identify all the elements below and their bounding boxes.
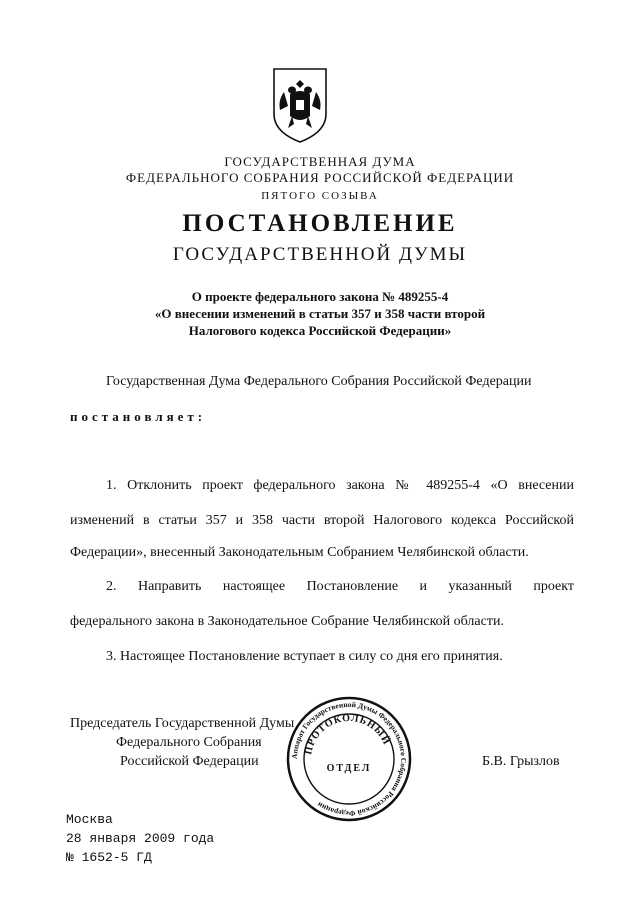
subject-line-3: Налогового кодекса Российской Федерации»: [188, 323, 452, 338]
item-2-line-1: 2. Направить настоящее Постановление и указанный проект: [106, 579, 574, 594]
item-1-line-1: 1. Отклонить проект федерального закона № 489255-4 «О внесении: [106, 478, 574, 493]
header-convocation: ПЯТОГО СОЗЫВА: [261, 190, 379, 202]
stamp-inner-text: ПРОТОКОЛЬНЫЙ: [303, 712, 393, 756]
footer-number: № 1652-5 ГД: [66, 850, 152, 865]
header-assembly: ФЕДЕРАЛЬНОГО СОБРАНИЯ РОССИЙСКОЙ ФЕДЕРАЦИИ: [125, 170, 515, 185]
decides-text: постановляет:: [70, 409, 207, 424]
signer-name: Б.В. Грызлов: [482, 754, 560, 769]
item-3-line-1: 3. Настоящее Постановление вступает в силу со дня его принятия.: [106, 649, 503, 664]
document-subtitle: ГОСУДАРСТВЕННОЙ ДУМЫ: [172, 244, 468, 265]
footer-date: 28 января 2009 года: [66, 831, 215, 846]
preamble-text: Государственная Дума Федерального Собрания Российской Федерации: [106, 374, 532, 389]
document-title: ПОСТАНОВЛЕНИЕ: [182, 210, 458, 237]
item-1-line-3: Федерации», внесенный Законодательным Собранием Челябинской области.: [70, 545, 529, 560]
subject-line-1: О проекте федерального закона № 489255-4: [191, 289, 449, 304]
signer-position-2: Федерального Собрания: [116, 735, 262, 750]
subject-line-2: «О внесении изменений в статьи 357 и 358 части второй: [154, 306, 486, 321]
item-1-line-2: изменений в статьи 357 и 358 части второй Налогового кодекса Российской: [70, 513, 574, 528]
header-duma: ГОСУДАРСТВЕННАЯ ДУМА: [224, 154, 416, 169]
signer-position-3: Российской Федерации: [120, 754, 259, 769]
coat-of-arms-emblem: [270, 66, 330, 144]
signer-position-1: Председатель Государственной Думы: [70, 716, 295, 731]
official-stamp: [285, 695, 413, 823]
footer-city: Москва: [66, 812, 113, 827]
stamp-center-text: ОТДЕЛ: [326, 763, 372, 774]
item-2-line-2: федерального закона в Законодательное Собрание Челябинской области.: [70, 614, 504, 629]
stamp-ring-text: Аппарат Государственной Думы Федерального Собрания Российской Федерации: [289, 699, 409, 819]
